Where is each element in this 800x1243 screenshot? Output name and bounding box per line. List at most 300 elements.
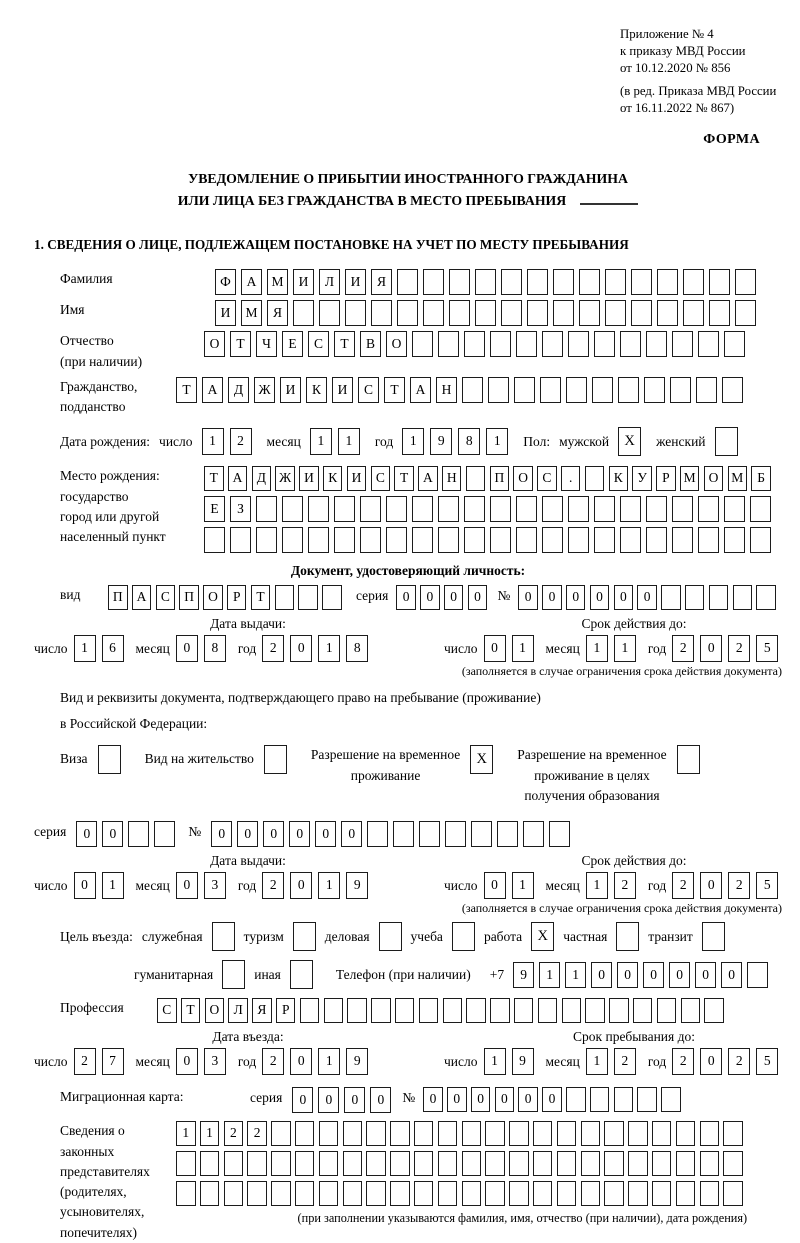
char-cell[interactable] bbox=[271, 1121, 291, 1146]
char-cell[interactable]: Ж bbox=[254, 377, 275, 403]
char-cell[interactable] bbox=[509, 1121, 529, 1146]
char-cell[interactable]: 0 bbox=[542, 585, 562, 610]
char-cell[interactable]: К bbox=[609, 466, 629, 491]
char-cell[interactable]: И bbox=[299, 466, 319, 491]
char-cell[interactable] bbox=[501, 300, 522, 326]
char-cell[interactable]: С bbox=[308, 331, 329, 357]
char-cell[interactable]: 0 bbox=[176, 872, 198, 899]
char-cell[interactable] bbox=[698, 496, 719, 522]
char-cell[interactable]: 0 bbox=[341, 821, 362, 847]
char-cell[interactable]: . bbox=[561, 466, 581, 491]
char-cell[interactable] bbox=[438, 527, 459, 553]
char-cell[interactable]: К bbox=[306, 377, 327, 403]
char-cell[interactable] bbox=[343, 1181, 363, 1206]
char-cell[interactable]: 2 bbox=[247, 1121, 267, 1146]
purpose-transit-checkbox[interactable] bbox=[702, 922, 725, 951]
char-cell[interactable] bbox=[709, 585, 729, 610]
char-cell[interactable] bbox=[696, 377, 717, 403]
char-cell[interactable] bbox=[652, 1121, 672, 1146]
purpose-business-checkbox[interactable] bbox=[212, 922, 235, 951]
char-cell[interactable]: М bbox=[680, 466, 700, 491]
char-cell[interactable] bbox=[390, 1121, 410, 1146]
char-cell[interactable] bbox=[319, 1181, 339, 1206]
char-cell[interactable] bbox=[523, 821, 544, 847]
char-cell[interactable]: 9 bbox=[346, 1048, 368, 1075]
char-cell[interactable] bbox=[490, 998, 510, 1023]
char-cell[interactable] bbox=[514, 377, 535, 403]
sex-male-checkbox[interactable]: X bbox=[618, 427, 641, 456]
char-cell[interactable] bbox=[533, 1151, 553, 1176]
char-cell[interactable] bbox=[293, 300, 314, 326]
char-cell[interactable] bbox=[488, 377, 509, 403]
char-cell[interactable] bbox=[462, 377, 483, 403]
char-cell[interactable] bbox=[549, 821, 570, 847]
char-cell[interactable]: 2 bbox=[230, 428, 252, 455]
char-cell[interactable] bbox=[154, 821, 175, 847]
char-cell[interactable] bbox=[683, 269, 704, 295]
char-cell[interactable] bbox=[592, 377, 613, 403]
char-cell[interactable]: 2 bbox=[224, 1121, 244, 1146]
char-cell[interactable] bbox=[533, 1181, 553, 1206]
char-cell[interactable] bbox=[676, 1151, 696, 1176]
char-cell[interactable]: И bbox=[215, 300, 236, 326]
char-cell[interactable] bbox=[652, 1151, 672, 1176]
char-cell[interactable] bbox=[462, 1151, 482, 1176]
char-cell[interactable] bbox=[509, 1181, 529, 1206]
char-cell[interactable] bbox=[604, 1181, 624, 1206]
char-cell[interactable]: А bbox=[418, 466, 438, 491]
char-cell[interactable] bbox=[319, 1121, 339, 1146]
char-cell[interactable] bbox=[275, 585, 295, 610]
char-cell[interactable] bbox=[462, 1121, 482, 1146]
char-cell[interactable]: С bbox=[371, 466, 391, 491]
char-cell[interactable] bbox=[247, 1181, 267, 1206]
char-cell[interactable]: Д bbox=[252, 466, 272, 491]
char-cell[interactable] bbox=[652, 1181, 672, 1206]
char-cell[interactable]: 2 bbox=[74, 1048, 96, 1075]
char-cell[interactable] bbox=[445, 821, 466, 847]
char-cell[interactable] bbox=[670, 377, 691, 403]
char-cell[interactable] bbox=[397, 300, 418, 326]
char-cell[interactable]: 0 bbox=[370, 1087, 391, 1113]
char-cell[interactable]: 0 bbox=[495, 1087, 515, 1112]
char-cell[interactable]: 0 bbox=[542, 1087, 562, 1112]
char-cell[interactable] bbox=[395, 998, 415, 1023]
char-cell[interactable]: Б bbox=[751, 466, 771, 491]
char-cell[interactable]: 0 bbox=[444, 585, 464, 610]
char-cell[interactable] bbox=[308, 527, 329, 553]
char-cell[interactable] bbox=[540, 377, 561, 403]
char-cell[interactable]: Т bbox=[176, 377, 197, 403]
char-cell[interactable]: 0 bbox=[74, 872, 96, 899]
char-cell[interactable]: 2 bbox=[672, 872, 694, 899]
char-cell[interactable] bbox=[414, 1181, 434, 1206]
char-cell[interactable] bbox=[756, 585, 776, 610]
char-cell[interactable] bbox=[466, 998, 486, 1023]
char-cell[interactable] bbox=[585, 466, 605, 491]
char-cell[interactable] bbox=[449, 300, 470, 326]
char-cell[interactable]: 7 bbox=[102, 1048, 124, 1075]
char-cell[interactable]: З bbox=[230, 496, 251, 522]
char-cell[interactable]: Н bbox=[436, 377, 457, 403]
char-cell[interactable] bbox=[685, 585, 705, 610]
char-cell[interactable]: А bbox=[228, 466, 248, 491]
char-cell[interactable] bbox=[176, 1181, 196, 1206]
char-cell[interactable] bbox=[620, 527, 641, 553]
char-cell[interactable] bbox=[672, 496, 693, 522]
char-cell[interactable] bbox=[631, 300, 652, 326]
char-cell[interactable]: С bbox=[157, 998, 177, 1023]
char-cell[interactable] bbox=[527, 300, 548, 326]
char-cell[interactable] bbox=[605, 269, 626, 295]
char-cell[interactable]: П bbox=[108, 585, 128, 610]
char-cell[interactable]: Т bbox=[181, 998, 201, 1023]
char-cell[interactable]: Я bbox=[371, 269, 392, 295]
char-cell[interactable] bbox=[698, 527, 719, 553]
char-cell[interactable]: О bbox=[704, 466, 724, 491]
char-cell[interactable]: И bbox=[345, 269, 366, 295]
char-cell[interactable]: О bbox=[203, 585, 223, 610]
char-cell[interactable] bbox=[414, 1151, 434, 1176]
char-cell[interactable] bbox=[271, 1181, 291, 1206]
char-cell[interactable] bbox=[464, 496, 485, 522]
char-cell[interactable]: 0 bbox=[518, 585, 538, 610]
char-cell[interactable] bbox=[557, 1121, 577, 1146]
char-cell[interactable] bbox=[566, 1087, 586, 1112]
char-cell[interactable] bbox=[750, 527, 771, 553]
char-cell[interactable]: С bbox=[537, 466, 557, 491]
char-cell[interactable]: 1 bbox=[539, 962, 560, 988]
char-cell[interactable]: Т bbox=[204, 466, 224, 491]
char-cell[interactable] bbox=[176, 1151, 196, 1176]
char-cell[interactable] bbox=[423, 269, 444, 295]
char-cell[interactable] bbox=[604, 1121, 624, 1146]
char-cell[interactable] bbox=[581, 1151, 601, 1176]
char-cell[interactable]: 2 bbox=[728, 872, 750, 899]
char-cell[interactable]: 0 bbox=[420, 585, 440, 610]
char-cell[interactable]: 5 bbox=[756, 1048, 778, 1075]
char-cell[interactable] bbox=[490, 331, 511, 357]
char-cell[interactable] bbox=[319, 1151, 339, 1176]
char-cell[interactable] bbox=[644, 377, 665, 403]
char-cell[interactable]: А bbox=[410, 377, 431, 403]
char-cell[interactable] bbox=[295, 1151, 315, 1176]
char-cell[interactable] bbox=[579, 269, 600, 295]
char-cell[interactable] bbox=[609, 998, 629, 1023]
char-cell[interactable]: 0 bbox=[176, 635, 198, 662]
char-cell[interactable]: 2 bbox=[262, 635, 284, 662]
char-cell[interactable]: 0 bbox=[423, 1087, 443, 1112]
char-cell[interactable] bbox=[628, 1121, 648, 1146]
char-cell[interactable] bbox=[475, 300, 496, 326]
char-cell[interactable]: А bbox=[202, 377, 223, 403]
char-cell[interactable]: 0 bbox=[643, 962, 664, 988]
char-cell[interactable] bbox=[581, 1121, 601, 1146]
char-cell[interactable]: 0 bbox=[176, 1048, 198, 1075]
char-cell[interactable] bbox=[533, 1121, 553, 1146]
char-cell[interactable]: 1 bbox=[565, 962, 586, 988]
char-cell[interactable] bbox=[464, 331, 485, 357]
char-cell[interactable]: 0 bbox=[315, 821, 336, 847]
char-cell[interactable]: 1 bbox=[614, 635, 636, 662]
char-cell[interactable]: Т bbox=[384, 377, 405, 403]
purpose-private-checkbox[interactable] bbox=[616, 922, 639, 951]
char-cell[interactable] bbox=[345, 300, 366, 326]
char-cell[interactable] bbox=[723, 1181, 743, 1206]
char-cell[interactable] bbox=[628, 1181, 648, 1206]
char-cell[interactable]: 1 bbox=[512, 872, 534, 899]
char-cell[interactable]: 0 bbox=[590, 585, 610, 610]
purpose-other-checkbox[interactable] bbox=[290, 960, 313, 989]
purpose-humanitarian-checkbox[interactable] bbox=[222, 960, 245, 989]
char-cell[interactable] bbox=[722, 377, 743, 403]
char-cell[interactable] bbox=[628, 1151, 648, 1176]
char-cell[interactable] bbox=[501, 269, 522, 295]
char-cell[interactable] bbox=[516, 527, 537, 553]
char-cell[interactable]: 3 bbox=[204, 1048, 226, 1075]
char-cell[interactable] bbox=[204, 527, 225, 553]
char-cell[interactable]: 9 bbox=[430, 428, 452, 455]
char-cell[interactable]: 0 bbox=[468, 585, 488, 610]
char-cell[interactable]: Е bbox=[282, 331, 303, 357]
char-cell[interactable] bbox=[128, 821, 149, 847]
char-cell[interactable]: 1 bbox=[318, 635, 340, 662]
temp-residence-education-checkbox[interactable] bbox=[677, 745, 700, 774]
char-cell[interactable]: Т bbox=[334, 331, 355, 357]
char-cell[interactable]: Т bbox=[251, 585, 271, 610]
char-cell[interactable] bbox=[724, 496, 745, 522]
char-cell[interactable] bbox=[750, 496, 771, 522]
char-cell[interactable] bbox=[614, 1087, 634, 1112]
char-cell[interactable] bbox=[620, 496, 641, 522]
char-cell[interactable] bbox=[590, 1087, 610, 1112]
char-cell[interactable] bbox=[324, 998, 344, 1023]
char-cell[interactable]: 0 bbox=[289, 821, 310, 847]
char-cell[interactable] bbox=[386, 527, 407, 553]
char-cell[interactable] bbox=[604, 1151, 624, 1176]
char-cell[interactable] bbox=[723, 1151, 743, 1176]
char-cell[interactable]: 6 bbox=[102, 635, 124, 662]
char-cell[interactable]: 1 bbox=[586, 872, 608, 899]
char-cell[interactable] bbox=[308, 496, 329, 522]
char-cell[interactable]: 1 bbox=[200, 1121, 220, 1146]
char-cell[interactable] bbox=[509, 1151, 529, 1176]
char-cell[interactable]: П bbox=[179, 585, 199, 610]
char-cell[interactable]: Ч bbox=[256, 331, 277, 357]
char-cell[interactable]: 0 bbox=[237, 821, 258, 847]
char-cell[interactable] bbox=[542, 331, 563, 357]
char-cell[interactable]: 0 bbox=[518, 1087, 538, 1112]
char-cell[interactable] bbox=[553, 269, 574, 295]
char-cell[interactable] bbox=[438, 331, 459, 357]
char-cell[interactable]: Л bbox=[319, 269, 340, 295]
char-cell[interactable]: Е bbox=[204, 496, 225, 522]
char-cell[interactable] bbox=[282, 527, 303, 553]
char-cell[interactable] bbox=[568, 331, 589, 357]
char-cell[interactable]: 0 bbox=[484, 635, 506, 662]
char-cell[interactable]: И bbox=[347, 466, 367, 491]
char-cell[interactable] bbox=[735, 269, 756, 295]
purpose-tourism-checkbox[interactable] bbox=[293, 922, 316, 951]
char-cell[interactable]: 0 bbox=[471, 1087, 491, 1112]
char-cell[interactable]: 0 bbox=[591, 962, 612, 988]
char-cell[interactable] bbox=[438, 1121, 458, 1146]
char-cell[interactable] bbox=[230, 527, 251, 553]
char-cell[interactable] bbox=[295, 1181, 315, 1206]
char-cell[interactable]: 8 bbox=[458, 428, 480, 455]
char-cell[interactable]: Я bbox=[267, 300, 288, 326]
char-cell[interactable] bbox=[423, 300, 444, 326]
char-cell[interactable] bbox=[700, 1151, 720, 1176]
char-cell[interactable] bbox=[360, 527, 381, 553]
char-cell[interactable]: Я bbox=[252, 998, 272, 1023]
char-cell[interactable] bbox=[224, 1151, 244, 1176]
char-cell[interactable] bbox=[360, 496, 381, 522]
char-cell[interactable] bbox=[581, 1181, 601, 1206]
char-cell[interactable]: 0 bbox=[721, 962, 742, 988]
char-cell[interactable]: 1 bbox=[176, 1121, 196, 1146]
char-cell[interactable] bbox=[605, 300, 626, 326]
char-cell[interactable] bbox=[247, 1151, 267, 1176]
char-cell[interactable]: 0 bbox=[484, 872, 506, 899]
char-cell[interactable] bbox=[646, 331, 667, 357]
char-cell[interactable] bbox=[300, 998, 320, 1023]
char-cell[interactable]: Н bbox=[442, 466, 462, 491]
char-cell[interactable]: К bbox=[323, 466, 343, 491]
char-cell[interactable]: 2 bbox=[672, 635, 694, 662]
char-cell[interactable]: 8 bbox=[346, 635, 368, 662]
char-cell[interactable] bbox=[516, 331, 537, 357]
char-cell[interactable] bbox=[709, 300, 730, 326]
char-cell[interactable] bbox=[681, 998, 701, 1023]
char-cell[interactable]: О bbox=[513, 466, 533, 491]
char-cell[interactable] bbox=[295, 1121, 315, 1146]
sex-female-checkbox[interactable] bbox=[715, 427, 738, 456]
char-cell[interactable]: Л bbox=[228, 998, 248, 1023]
purpose-commercial-checkbox[interactable] bbox=[379, 922, 402, 951]
char-cell[interactable] bbox=[200, 1181, 220, 1206]
char-cell[interactable]: 0 bbox=[290, 872, 312, 899]
char-cell[interactable]: 0 bbox=[447, 1087, 467, 1112]
purpose-work-checkbox[interactable]: X bbox=[531, 922, 554, 951]
char-cell[interactable] bbox=[343, 1151, 363, 1176]
char-cell[interactable] bbox=[412, 496, 433, 522]
char-cell[interactable]: 0 bbox=[700, 872, 722, 899]
visa-checkbox[interactable] bbox=[98, 745, 121, 774]
char-cell[interactable] bbox=[724, 331, 745, 357]
char-cell[interactable]: М bbox=[241, 300, 262, 326]
char-cell[interactable]: Р bbox=[227, 585, 247, 610]
char-cell[interactable] bbox=[271, 1151, 291, 1176]
purpose-study-checkbox[interactable] bbox=[452, 922, 475, 951]
char-cell[interactable]: 2 bbox=[672, 1048, 694, 1075]
char-cell[interactable]: 1 bbox=[338, 428, 360, 455]
char-cell[interactable]: М bbox=[728, 466, 748, 491]
char-cell[interactable]: И bbox=[280, 377, 301, 403]
char-cell[interactable]: 0 bbox=[211, 821, 232, 847]
char-cell[interactable] bbox=[637, 1087, 657, 1112]
char-cell[interactable] bbox=[672, 331, 693, 357]
char-cell[interactable] bbox=[224, 1181, 244, 1206]
char-cell[interactable]: 0 bbox=[292, 1087, 313, 1113]
char-cell[interactable]: 0 bbox=[318, 1087, 339, 1113]
char-cell[interactable] bbox=[724, 527, 745, 553]
char-cell[interactable]: 0 bbox=[344, 1087, 365, 1113]
char-cell[interactable] bbox=[200, 1151, 220, 1176]
char-cell[interactable] bbox=[419, 821, 440, 847]
char-cell[interactable] bbox=[594, 496, 615, 522]
char-cell[interactable] bbox=[412, 527, 433, 553]
char-cell[interactable]: Ж bbox=[275, 466, 295, 491]
char-cell[interactable] bbox=[485, 1151, 505, 1176]
char-cell[interactable]: С bbox=[358, 377, 379, 403]
char-cell[interactable] bbox=[527, 269, 548, 295]
char-cell[interactable] bbox=[676, 1181, 696, 1206]
char-cell[interactable] bbox=[585, 998, 605, 1023]
char-cell[interactable] bbox=[646, 527, 667, 553]
char-cell[interactable]: 0 bbox=[700, 635, 722, 662]
char-cell[interactable]: 1 bbox=[586, 1048, 608, 1075]
char-cell[interactable] bbox=[620, 331, 641, 357]
char-cell[interactable] bbox=[557, 1181, 577, 1206]
char-cell[interactable]: 1 bbox=[318, 1048, 340, 1075]
char-cell[interactable] bbox=[485, 1121, 505, 1146]
char-cell[interactable]: 3 bbox=[204, 872, 226, 899]
char-cell[interactable]: О bbox=[204, 331, 225, 357]
char-cell[interactable] bbox=[568, 496, 589, 522]
char-cell[interactable] bbox=[371, 998, 391, 1023]
char-cell[interactable] bbox=[516, 496, 537, 522]
char-cell[interactable] bbox=[393, 821, 414, 847]
char-cell[interactable]: 2 bbox=[728, 1048, 750, 1075]
char-cell[interactable] bbox=[633, 998, 653, 1023]
char-cell[interactable]: 2 bbox=[728, 635, 750, 662]
char-cell[interactable] bbox=[390, 1151, 410, 1176]
char-cell[interactable] bbox=[657, 269, 678, 295]
char-cell[interactable] bbox=[566, 377, 587, 403]
char-cell[interactable]: Т bbox=[230, 331, 251, 357]
char-cell[interactable] bbox=[298, 585, 318, 610]
char-cell[interactable]: 0 bbox=[396, 585, 416, 610]
char-cell[interactable] bbox=[414, 1121, 434, 1146]
char-cell[interactable] bbox=[366, 1151, 386, 1176]
char-cell[interactable] bbox=[661, 585, 681, 610]
char-cell[interactable]: А bbox=[241, 269, 262, 295]
char-cell[interactable]: 1 bbox=[318, 872, 340, 899]
char-cell[interactable]: 0 bbox=[637, 585, 657, 610]
temp-residence-checkbox[interactable]: X bbox=[470, 745, 493, 774]
char-cell[interactable] bbox=[475, 269, 496, 295]
char-cell[interactable]: 1 bbox=[310, 428, 332, 455]
char-cell[interactable]: 1 bbox=[102, 872, 124, 899]
char-cell[interactable] bbox=[672, 527, 693, 553]
char-cell[interactable] bbox=[412, 331, 433, 357]
char-cell[interactable]: 0 bbox=[669, 962, 690, 988]
char-cell[interactable] bbox=[709, 269, 730, 295]
char-cell[interactable]: У bbox=[632, 466, 652, 491]
char-cell[interactable] bbox=[485, 1181, 505, 1206]
char-cell[interactable] bbox=[700, 1121, 720, 1146]
char-cell[interactable] bbox=[557, 1151, 577, 1176]
char-cell[interactable]: В bbox=[360, 331, 381, 357]
char-cell[interactable]: 2 bbox=[614, 1048, 636, 1075]
char-cell[interactable]: 5 bbox=[756, 872, 778, 899]
char-cell[interactable] bbox=[579, 300, 600, 326]
char-cell[interactable] bbox=[256, 496, 277, 522]
char-cell[interactable] bbox=[568, 527, 589, 553]
char-cell[interactable]: С bbox=[156, 585, 176, 610]
char-cell[interactable]: 2 bbox=[262, 1048, 284, 1075]
